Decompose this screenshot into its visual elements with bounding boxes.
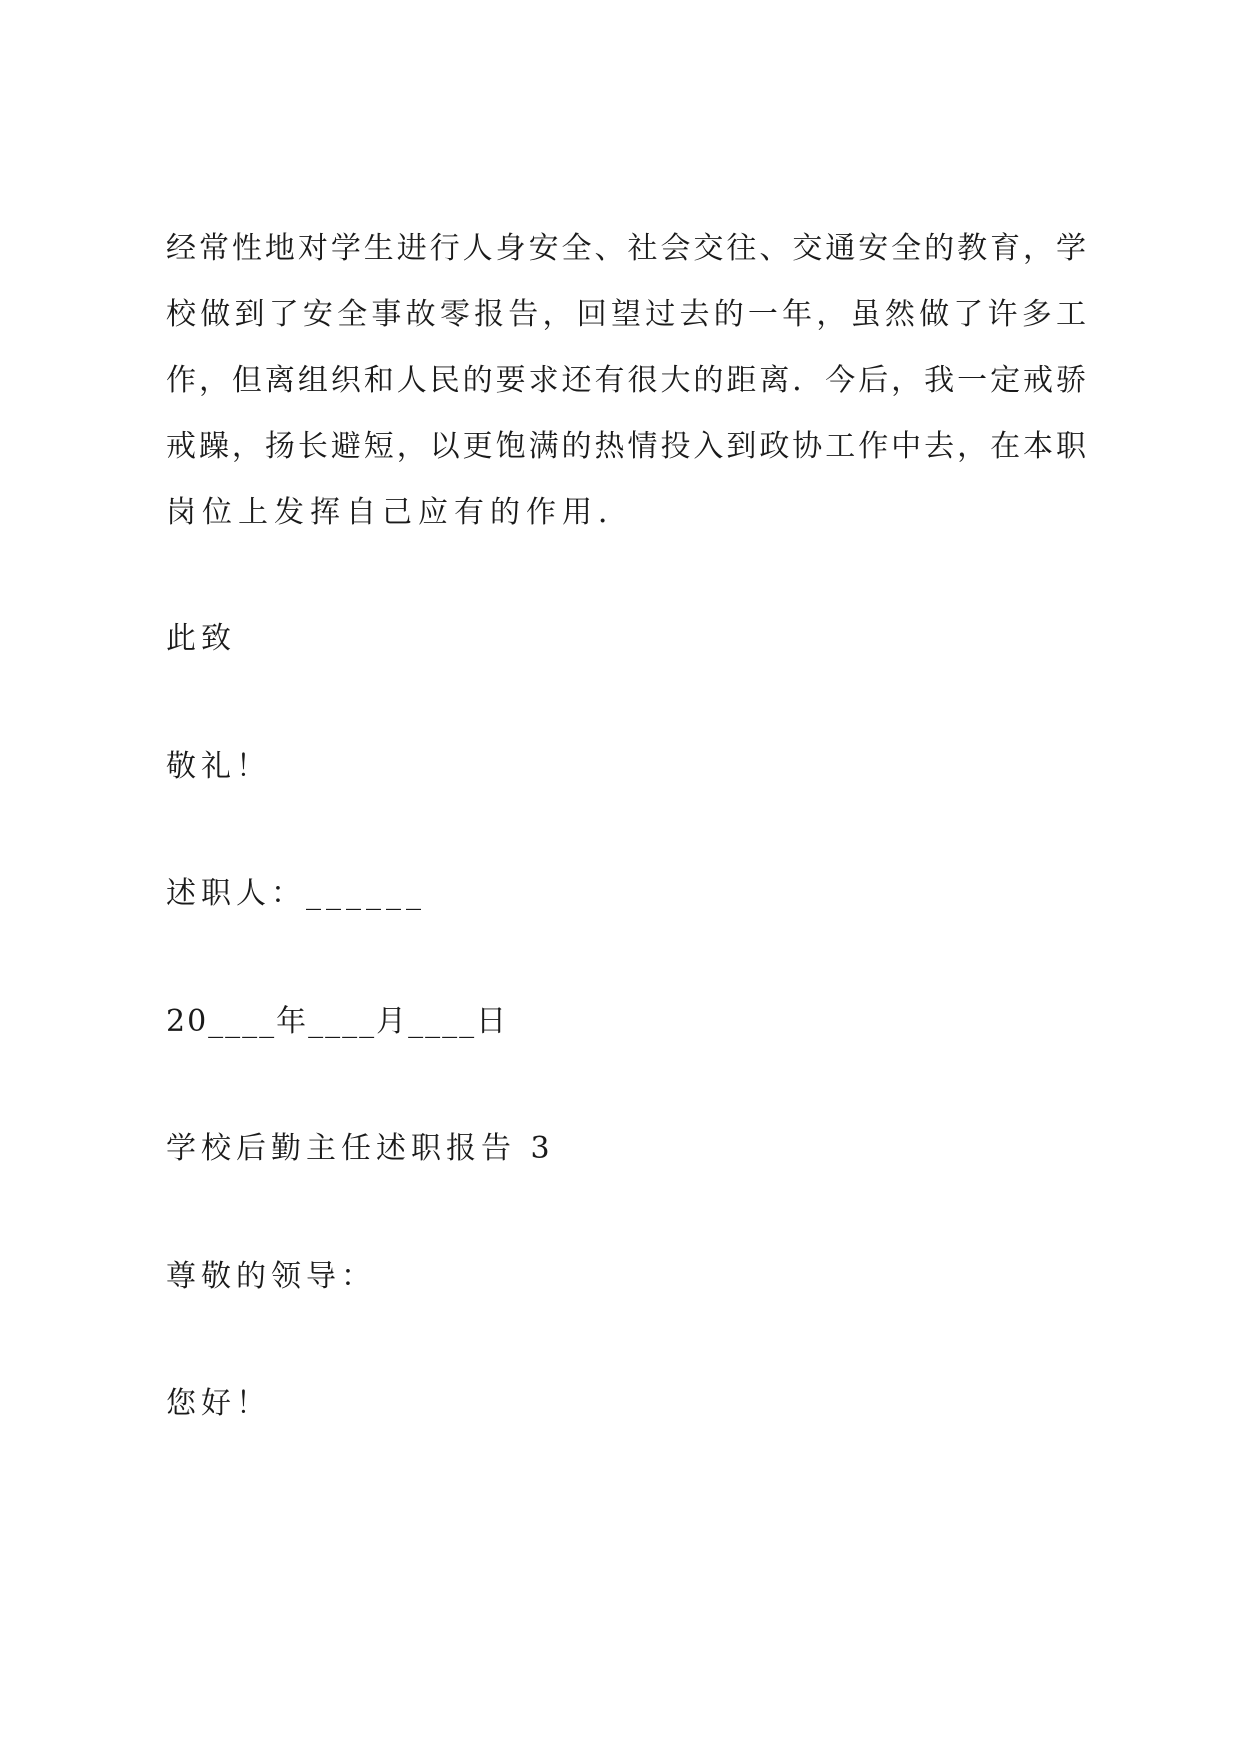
closing-line: 此致 [166,621,236,656]
salute-line: 敬礼！ [166,749,271,784]
paragraph-line: 作，但离组织和人民的要求还有很大的距离．今后，我一定戒骄 [166,363,1086,398]
paragraph-line: 岗位上发挥自己应有的作用． [166,495,634,530]
date-line: 20____年____月____日 [166,1004,509,1039]
paragraph-line: 经常性地对学生进行人身安全、社会交往、交通安全的教育，学 [166,231,1086,266]
next-report-title: 学校后勤主任述职报告 3 [166,1131,555,1166]
hello-line: 您好！ [166,1386,271,1421]
paragraph-line: 戒躁，扬长避短，以更饱满的热情投入到政协工作中去，在本职 [166,429,1086,464]
greeting-line: 尊敬的领导： [166,1259,376,1294]
signer-line: 述职人：______ [166,876,426,911]
paragraph-line: 校做到了安全事故零报告，回望过去的一年，虽然做了许多工 [166,297,1086,332]
